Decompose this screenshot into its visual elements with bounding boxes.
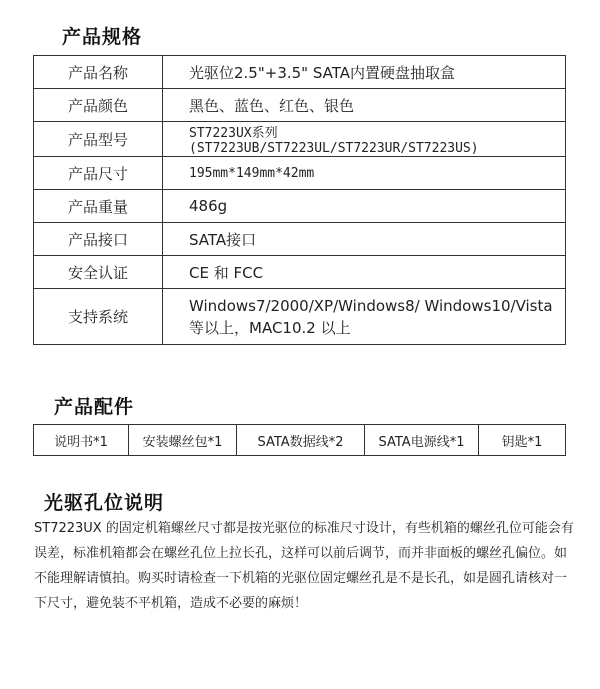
spec-value: ST7223UX系列(ST7223UB/ST7223UL/ST7223UR/ST7223US) (163, 122, 566, 157)
spec-value: 黑色、蓝色、红色、银色 (163, 89, 566, 122)
specs-section-title: 产品规格 (62, 26, 143, 48)
spec-value: 光驱位2.5"+3.5" SATA内置硬盘抽取盒 (163, 56, 566, 89)
table-row (34, 289, 566, 345)
accessory-item: 说明书*1 (34, 425, 129, 456)
drive-bay-section-title: 光驱孔位说明 (44, 492, 165, 514)
table-row (34, 89, 566, 122)
table-row (34, 425, 566, 456)
table-row (34, 223, 566, 256)
spec-value: 195mm*149mm*42mm (163, 157, 566, 190)
accessory-item: SATA数据线*2 (237, 425, 365, 456)
spec-label: 产品名称 (34, 56, 163, 89)
accessories-table (33, 424, 566, 456)
spec-label: 产品颜色 (34, 89, 163, 122)
spec-label: 产品重量 (34, 190, 163, 223)
spec-label: 产品型号 (34, 122, 163, 157)
table-row (34, 190, 566, 223)
table-row (34, 56, 566, 89)
specs-table (33, 55, 566, 345)
spec-value: SATA接口 (163, 223, 566, 256)
accessory-item: 安装螺丝包*1 (129, 425, 237, 456)
spec-value: 486g (163, 190, 566, 223)
table-row (34, 256, 566, 289)
spec-label: 支持系统 (34, 289, 163, 345)
spec-label: 安全认证 (34, 256, 163, 289)
spec-value: Windows7/2000/XP/Windows8/ Windows10/Vista 等以上，MAC10.2 以上 (163, 289, 566, 345)
accessory-item: 钥匙*1 (479, 425, 566, 456)
spec-label: 产品尺寸 (34, 157, 163, 190)
spec-value: CE 和 FCC (163, 256, 566, 289)
table-row (34, 122, 566, 157)
accessory-item: SATA电源线*1 (365, 425, 479, 456)
drive-bay-description: ST7223UX 的固定机箱螺丝尺寸都是按光驱位的标准尺寸设计，有些机箱的螺丝孔位可能会有误差，标准机箱都会在螺丝孔位上拉长孔，这样可以前后调节，而并非面板的螺丝孔偏位。如不能理解请慎拍。购买时请检查一下机箱的光驱位固定螺丝孔是不是长孔，如是圆孔请核对一下尺寸，避免装不平机箱，造成不必要的麻烦！ (34, 521, 574, 611)
accessories-section-title: 产品配件 (54, 396, 135, 418)
spec-label: 产品接口 (34, 223, 163, 256)
table-row (34, 157, 566, 190)
